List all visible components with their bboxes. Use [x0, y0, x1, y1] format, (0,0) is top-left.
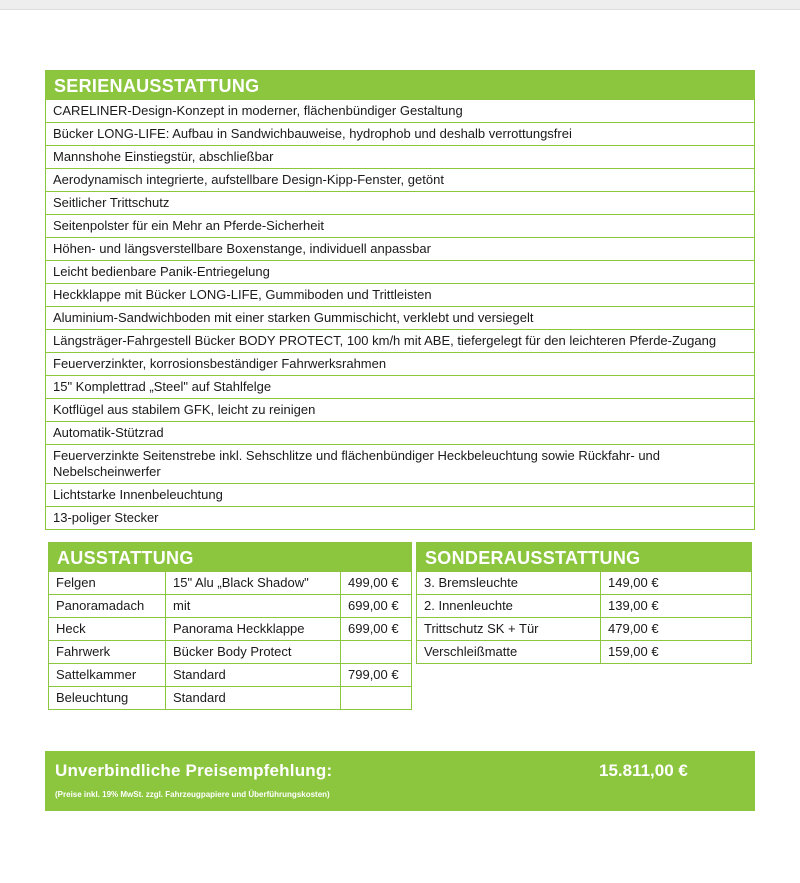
table-row — [417, 641, 751, 664]
table-row — [49, 664, 411, 687]
extra-name: 3. Bremsleuchte — [417, 572, 601, 595]
price-amount: 15.811,00 € — [599, 761, 688, 780]
price-banner — [45, 751, 755, 811]
price-note: (Preise inkl. 19% MwSt. zzgl. Fahrzeugpapiere und Überführungskosten) — [55, 790, 330, 799]
serien-item: Automatik-Stützrad — [46, 421, 754, 444]
serien-item: Aerodynamisch integrierte, aufstellbare Design-Kipp-Fenster, getönt — [46, 168, 754, 191]
option-price: 699,00 € — [341, 595, 412, 618]
serien-item: 15" Komplettrad „Steel" auf Stahlfelge — [46, 375, 754, 398]
serienausstattung-title: SERIENAUSSTATTUNG — [46, 71, 754, 99]
extra-price: 479,00 € — [601, 618, 752, 641]
extra-price: 159,00 € — [601, 641, 752, 664]
table-row — [49, 572, 411, 595]
serien-item: Leicht bedienbare Panik-Entriegelung — [46, 260, 754, 283]
serien-item: CARELINER-Design-Konzept in moderner, flächenbündiger Gestaltung — [46, 99, 754, 122]
extra-price: 149,00 € — [601, 572, 752, 595]
extra-name: 2. Innenleuchte — [417, 595, 601, 618]
serien-item: Feuerverzinkter, korrosionsbeständiger Fahrwerksrahmen — [46, 352, 754, 375]
top-bar — [0, 0, 800, 10]
sonderausstattung-title: SONDERAUSSTATTUNG — [417, 543, 751, 571]
serien-item: Lichtstarke Innenbeleuchtung — [46, 483, 754, 506]
option-value: Standard — [166, 687, 341, 710]
table-row — [49, 618, 411, 641]
option-value: 15" Alu „Black Shadow" — [166, 572, 341, 595]
table-row — [417, 618, 751, 641]
option-value: mit — [166, 595, 341, 618]
serien-item: Mannshohe Einstiegstür, abschließbar — [46, 145, 754, 168]
sonderausstattung-table — [416, 542, 752, 664]
option-name: Fahrwerk — [49, 641, 166, 664]
extra-name: Verschleißmatte — [417, 641, 601, 664]
table-row — [49, 687, 411, 710]
table-row — [417, 595, 751, 618]
table-row — [417, 572, 751, 595]
option-price — [341, 687, 412, 710]
serien-item: 13-poliger Stecker — [46, 506, 754, 529]
ausstattung-table — [48, 542, 412, 710]
serien-item: Kotflügel aus stabilem GFK, leicht zu reinigen — [46, 398, 754, 421]
serien-item: Bücker LONG-LIFE: Aufbau in Sandwichbauweise, hydrophob und deshalb verrottungsfrei — [46, 122, 754, 145]
extra-price: 139,00 € — [601, 595, 752, 618]
serien-item: Heckklappe mit Bücker LONG-LIFE, Gummiboden und Trittleisten — [46, 283, 754, 306]
option-value: Bücker Body Protect — [166, 641, 341, 664]
serien-item: Seitlicher Trittschutz — [46, 191, 754, 214]
price-label: Unverbindliche Preisempfehlung: — [55, 761, 333, 780]
option-name: Felgen — [49, 572, 166, 595]
extra-name: Trittschutz SK + Tür — [417, 618, 601, 641]
serienausstattung-table — [45, 70, 755, 530]
option-value: Standard — [166, 664, 341, 687]
option-name: Beleuchtung — [49, 687, 166, 710]
serien-item: Aluminium-Sandwichboden mit einer starken Gummischicht, verklebt und versiegelt — [46, 306, 754, 329]
serien-item: Längsträger-Fahrgestell Bücker BODY PROTECT, 100 km/h mit ABE, tiefergelegt für den leichteren Pferde-Zugang — [46, 329, 754, 352]
option-name: Heck — [49, 618, 166, 641]
serien-item: Höhen- und längsverstellbare Boxenstange, individuell anpassbar — [46, 237, 754, 260]
option-price — [341, 641, 412, 664]
option-name: Panoramadach — [49, 595, 166, 618]
ausstattung-title: AUSSTATTUNG — [49, 543, 411, 571]
table-row — [49, 641, 411, 664]
option-price: 499,00 € — [341, 572, 412, 595]
option-price: 699,00 € — [341, 618, 412, 641]
option-name: Sattelkammer — [49, 664, 166, 687]
serien-item: Feuerverzinkte Seitenstrebe inkl. Sehschlitze und flächenbündiger Heckbeleuchtung sowie Rückfahr- und Nebelscheinwerfer — [46, 444, 754, 483]
serien-item: Seitenpolster für ein Mehr an Pferde-Sicherheit — [46, 214, 754, 237]
table-row — [49, 595, 411, 618]
option-value: Panorama Heckklappe — [166, 618, 341, 641]
option-price: 799,00 € — [341, 664, 412, 687]
